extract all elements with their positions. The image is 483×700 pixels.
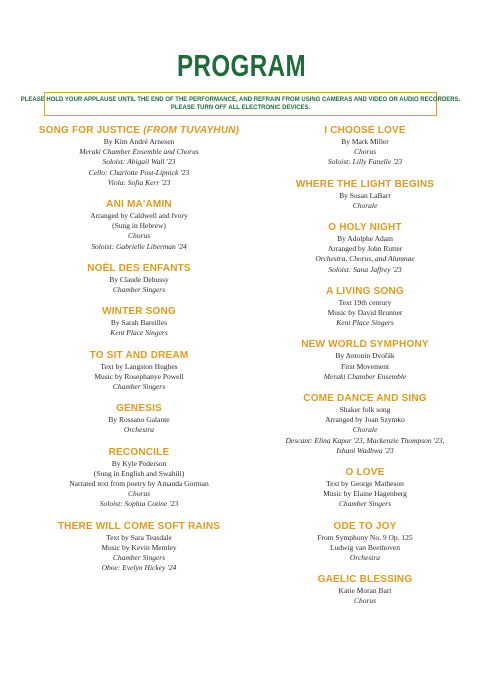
program-piece [24,520,254,574]
piece-title-text: ANI MA'AMIN [106,199,172,211]
page-title: PROGRAM [176,48,306,83]
piece-title [250,178,480,191]
piece-title [24,198,254,211]
performer-line: Ishani Wadhwa '23 [336,445,394,455]
credit-line: By Kyle Pederson [111,458,167,468]
credit-line: From Symphony No. 9 Op. 125 [317,532,413,542]
performer-line: Soloist: Lilly Fanelle '23 [327,157,403,167]
program-piece [24,446,254,510]
piece-title-text: GAELIC BLESSING [317,574,413,586]
notice-line-2: PLEASE TURN OFF ALL ELECTRONIC DEVICES. [170,105,311,111]
performer-line: Soloist: Sana Jaffrey '23 [328,264,402,274]
credit-line: By Mark Miller [341,137,389,146]
piece-title [24,305,254,318]
program-piece [250,285,480,329]
program-piece [250,178,480,211]
piece-title [24,262,254,275]
performer-line: Orchestra, Chorus, and Alumnae [315,254,415,264]
piece-title [250,338,480,351]
piece-title-text: NEW WORLD SYMPHONY [301,339,429,351]
performer-line: Chorus [353,147,377,157]
performer-line: Chorus [127,489,151,499]
performer-line: Orchestra [123,425,155,435]
credit-line: Music by Rosephanye Powell [94,371,184,381]
credit-line: By Rossano Galante [108,415,170,425]
performer-line: Descant: Elina Kapur '23, Mackenzie Thompson '23, [285,435,445,445]
program-piece [24,198,254,252]
performer-line: Kent Place Singers [336,318,394,328]
program-piece [250,221,480,275]
credit-line: Text by Langston Hughes [100,361,178,371]
performer-line: Soloist: Abigail Wall '23 [102,157,176,167]
piece-title [24,446,254,459]
piece-title-text: TO SIT AND DREAM [89,349,189,361]
performer-line: Kent Place Singers [110,328,168,338]
piece-title-text: NOËL DES ENFANTS [87,262,191,274]
credit-line: By Claude Debussy [109,274,169,284]
piece-title-text: THERE WILL COME SOFT RAINS [57,520,221,532]
performer-line: Soloist: Gabrielle Liberman '24 [91,241,187,251]
piece-title [24,124,254,137]
program-piece [24,349,254,393]
piece-title [24,349,254,362]
credit-line: Music by Kevin Memley [101,542,177,552]
credit-line: Ludwig van Beethoven [330,542,400,552]
piece-title [250,285,480,298]
program-piece [250,520,480,564]
piece-title-text: WHERE THE LIGHT BEGINS [295,178,435,190]
performer-line: Oboe: Evelyn Hickey '24 [101,563,177,573]
performer-line: Chamber Singers [338,499,392,509]
performer-line: Chorale [352,425,378,435]
program-piece [24,124,254,188]
credit-line: Katie Moran Bart [338,586,392,596]
credit-line: First Movement [340,361,390,371]
program-column-left [24,124,254,583]
program-piece [24,262,254,295]
credit-line: By Susan LaBarr [339,190,391,200]
program-piece [250,573,480,606]
piece-title [250,392,480,405]
credit-line: (Sung in English and Swahili) [93,468,185,478]
program-piece [250,466,480,510]
credit-line: By Sarah Bareilles [110,318,168,328]
credit-line: Text 19th century [338,297,392,307]
piece-title-text: ODE TO JOY [333,520,397,532]
performer-line: Soloist: Sophia Cotine '23 [99,499,179,509]
piece-subtitle: (FROM TUVAYHUN) [143,125,240,136]
credit-line: Music by David Brunner [327,308,403,318]
performer-line: Chamber Singers [112,285,166,295]
program-piece [250,392,480,456]
piece-title [250,124,480,137]
piece-title [24,520,254,533]
program-piece [250,338,480,382]
performer-line: Meraki Chamber Ensemble and Chorus [79,147,199,157]
notice-line-1: PLEASE HOLD YOUR APPLAUSE UNTIL THE END OF THE PERFORMANCE, AND REFRAIN FROM USING CAMERAS AND VIDEO OR AUDIO RECORDERS. [20,97,461,103]
credit-line: Shaker folk song [339,405,391,415]
piece-title-text: O HOLY NIGHT [328,222,402,234]
performer-line: Chorus [353,596,377,606]
piece-title [24,402,254,415]
notice-box [20,92,461,116]
piece-title-text: GENESIS [116,403,162,415]
program-piece [24,402,254,435]
performer-line: Chamber Singers [112,382,166,392]
piece-title-text: A LIVING SONG [326,285,404,297]
piece-title [250,520,480,533]
performer-line: Chorale [352,200,378,210]
credit-line: Narrated text from poetry by Amanda Gorman [69,479,209,489]
piece-title-text: I CHOOSE LOVE [324,125,406,136]
performer-line: Orchestra [349,553,381,563]
credit-line: Arranged by Joan Szymko [325,415,405,425]
piece-title [250,573,480,586]
credit-line: Arranged by Caldwell and Ivory [90,211,188,221]
piece-title [250,466,480,479]
credit-line: (Sung in Hebrew) [112,221,166,231]
piece-title-text: SONG FOR JUSTICE [38,125,141,136]
piece-title-text: RECONCILE [108,446,170,458]
performer-line: Chamber Singers [112,553,166,563]
credit-line: By Antonín Dvořák [335,351,395,361]
piece-title-text: WINTER SONG [102,306,176,318]
performer-line: Chorus [127,231,151,241]
program-column-right [250,124,480,617]
program-piece [250,124,480,168]
program-piece [24,305,254,338]
piece-title-text: O LOVE [345,467,385,479]
piece-title-text: COME DANCE AND SING [303,393,427,405]
credit-line: Text by George Matheson [326,479,404,489]
credit-line: Arranged by John Rutter [327,244,403,254]
credit-line: By Adolphe Adam [337,234,393,244]
performer-line: Viola: Sofia Kerr '23 [107,177,171,187]
credit-line: By Kim André Arnesen [103,137,175,146]
performer-line: Cello: Charlotte Post-Lipnick '23 [88,167,190,177]
credit-line: Music by Elaine Hagenberg [323,489,407,499]
credit-line: Text by Sara Teasdale [106,532,172,542]
piece-title [250,221,480,234]
performer-line: Meraki Chamber Ensemble [323,371,407,381]
